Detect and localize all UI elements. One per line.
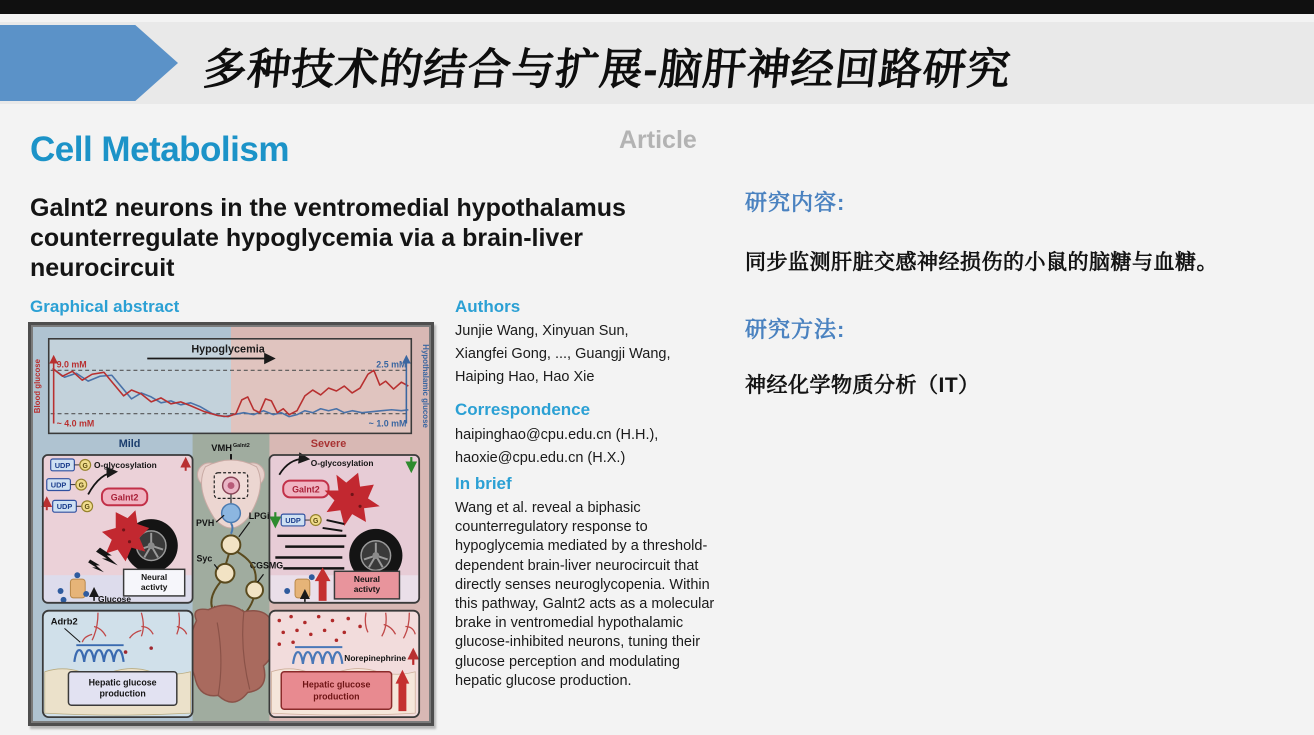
vmh-label: VMH bbox=[211, 443, 232, 454]
hypo-low-value: ~ 1.0 mM bbox=[368, 418, 407, 429]
hypothalamic-axis-label: Hypothalamic glucose bbox=[421, 344, 431, 428]
cgsmg-label: CGSMG bbox=[249, 560, 284, 571]
svg-text:UDP: UDP bbox=[56, 502, 73, 512]
svg-text:G: G bbox=[78, 482, 84, 490]
syc-neuron-node bbox=[216, 564, 235, 583]
svg-text:production: production bbox=[313, 691, 360, 702]
glucose-molecule bbox=[284, 588, 290, 594]
adrb2-label: Adrb2 bbox=[50, 616, 78, 627]
in-brief-label: In brief bbox=[455, 474, 512, 493]
article-type-badge: Article bbox=[619, 126, 697, 154]
glucose-trace-plot bbox=[33, 339, 430, 434]
study-content-text: 同步监测肝脏交感神经损伤的小鼠的脑糖与血糖。 bbox=[745, 251, 1218, 274]
svg-text:activty: activty bbox=[140, 582, 168, 593]
syc-label: Syc bbox=[196, 553, 213, 564]
hypoglycemia-label: Hypoglycemia bbox=[191, 343, 265, 356]
graphical-abstract-label: Graphical abstract bbox=[30, 297, 180, 316]
graphical-abstract-figure bbox=[28, 322, 434, 726]
vmh-superscript: Galnt2 bbox=[232, 443, 250, 450]
glucose-molecule bbox=[83, 591, 89, 597]
svg-text:G: G bbox=[84, 504, 90, 512]
svg-text:UDP: UDP bbox=[50, 480, 67, 490]
mild-label: Mild bbox=[118, 438, 141, 451]
oglycosylation-label: O-glycosylation bbox=[94, 459, 157, 470]
blood-glucose-axis-label: Blood glucose bbox=[32, 358, 42, 414]
svg-text:UDP: UDP bbox=[285, 516, 301, 526]
svg-text:Galnt2: Galnt2 bbox=[292, 484, 320, 495]
study-content-label: 研究内容: bbox=[745, 190, 846, 215]
glucose-transporter-icon bbox=[295, 579, 310, 598]
journal-name: Cell Metabolism bbox=[30, 130, 289, 169]
glucose-transporter-icon bbox=[70, 579, 85, 598]
slide-title: 多种技术的结合与扩展-脑肝神经回路研究 bbox=[201, 46, 1014, 94]
blood-low-value: ~ 4.0 mM bbox=[56, 418, 95, 429]
authors-label: Authors bbox=[455, 297, 521, 316]
svg-text:G: G bbox=[313, 518, 319, 526]
paper-title-line: counterregulate hypoglycemia via a brain-liver bbox=[30, 224, 583, 252]
svg-text:G: G bbox=[82, 462, 88, 470]
norepinephrine-label: Norepinephrine bbox=[344, 652, 407, 663]
glucose-molecule bbox=[74, 572, 80, 578]
paper-title-line: Galnt2 neurons in the ventromedial hypothalamus bbox=[30, 194, 626, 222]
article-meta-column bbox=[455, 0, 740, 735]
svg-text:Neural: Neural bbox=[141, 572, 168, 583]
lpgi-label: LPGi bbox=[248, 511, 270, 522]
glucose-molecule bbox=[309, 574, 315, 580]
in-brief-text: Wang et al. reveal a biphasic counterregulatory response to hypoglycemia mediated by a threshold-dependent brain-liver neurocircuit that directly senses neuroglycopenia. Within this pathway, Galnt2 acts as a molecular brake in ventromedial hypothalamic glucose-inhibited neurons, tuning their glucose perception and modulating hepatic glucose production. bbox=[455, 500, 715, 689]
hypo-high-value: 2.5 mM bbox=[376, 359, 407, 370]
hepatic-panel-severe bbox=[269, 611, 419, 717]
svg-text:UDP: UDP bbox=[54, 460, 71, 470]
svg-text:Galnt2: Galnt2 bbox=[110, 492, 139, 503]
svg-text:Neural: Neural bbox=[353, 574, 380, 585]
blood-high-value: 9.0 mM bbox=[56, 359, 87, 370]
study-method-label: 研究方法: bbox=[745, 317, 846, 342]
glucose-molecule bbox=[58, 588, 64, 594]
svg-text:Hepatic glucose: Hepatic glucose bbox=[88, 677, 157, 688]
pvh-label: PVH bbox=[196, 517, 215, 528]
svg-text:activty: activty bbox=[353, 583, 381, 594]
mild-neuron-panel bbox=[43, 455, 193, 604]
banner-arrow-shape bbox=[0, 25, 178, 101]
oglycosylation-label: O-glycosylation bbox=[310, 457, 374, 468]
authors-text: Junjie Wang, Xinyuan Sun, Xiangfei Gong, ..., Guangji Wang, Haiping Hao, Hao Xie bbox=[455, 323, 671, 385]
study-method-text: 神经化学物质分析（IT） bbox=[745, 374, 980, 397]
cgsmg-neuron-node bbox=[246, 582, 263, 599]
paper-title-line: neurocircuit bbox=[30, 254, 175, 282]
severe-neuron-panel bbox=[269, 455, 419, 603]
correspondence-label: Correspondence bbox=[455, 400, 591, 419]
glucose-molecule bbox=[61, 597, 67, 603]
hepatic-panel-mild bbox=[43, 611, 193, 717]
correspondence-text: haipinghao@cpu.edu.cn (H.H.), haoxie@cpu.edu.cn (H.X.) bbox=[455, 427, 659, 466]
pvh-neuron-node bbox=[222, 504, 241, 523]
svg-text:production: production bbox=[99, 688, 146, 699]
svg-text:Hepatic glucose: Hepatic glucose bbox=[302, 679, 371, 690]
severe-label: Severe bbox=[310, 438, 347, 451]
glucose-label: Glucose bbox=[97, 593, 131, 604]
